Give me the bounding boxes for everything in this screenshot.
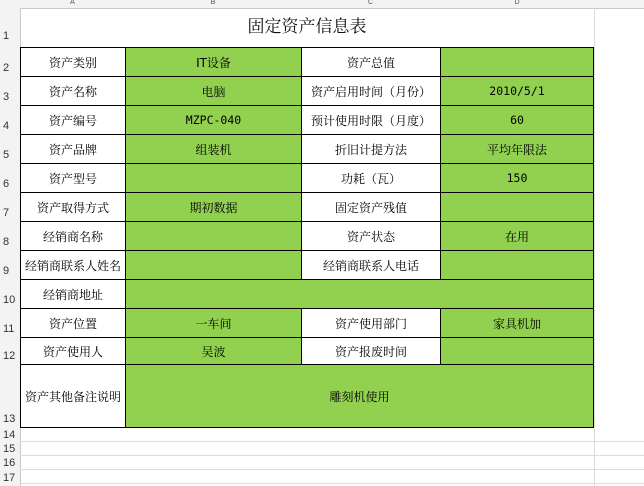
label-cell[interactable]: 经销商地址 — [20, 279, 126, 309]
label-cell[interactable]: 资产其他备注说明 — [20, 364, 126, 428]
row-number[interactable]: 13 — [3, 413, 16, 425]
column-header-a[interactable] — [20, 0, 125, 8]
value-cell[interactable]: 60 — [440, 105, 594, 135]
row-number[interactable]: 9 — [3, 265, 10, 277]
row-number[interactable]: 15 — [3, 443, 16, 455]
label-cell[interactable]: 资产报废时间 — [301, 337, 441, 365]
row-number[interactable]: 11 — [3, 323, 15, 335]
label-cell[interactable]: 资产型号 — [20, 163, 126, 193]
label-cell[interactable]: 折旧计提方法 — [301, 134, 441, 164]
label-cell[interactable]: 资产使用人 — [20, 337, 126, 365]
column-header-c[interactable] — [301, 0, 440, 8]
value-cell-merged[interactable]: 雕刻机使用 — [125, 364, 594, 428]
value-cell[interactable]: 一车间 — [125, 308, 302, 338]
label-cell[interactable]: 资产类别 — [20, 47, 126, 77]
value-cell[interactable]: 期初数据 — [125, 192, 302, 222]
column-label: A — [70, 0, 75, 6]
label-cell[interactable]: 资产总值 — [301, 47, 441, 77]
value-cell[interactable] — [440, 250, 594, 280]
label-cell[interactable]: 资产启用时间（月份） — [301, 76, 441, 106]
label-cell[interactable]: 经销商联系人电话 — [301, 250, 441, 280]
gridline — [20, 441, 644, 442]
label-cell[interactable]: 资产名称 — [20, 76, 126, 106]
value-cell[interactable] — [440, 337, 594, 365]
value-cell[interactable]: MZPC-040 — [125, 105, 302, 135]
value-cell[interactable]: 2010/5/1 — [440, 76, 594, 106]
label-cell[interactable]: 资产使用部门 — [301, 308, 441, 338]
row-number[interactable]: 4 — [3, 120, 10, 132]
row-number[interactable]: 17 — [3, 472, 16, 484]
column-header-d[interactable] — [440, 0, 594, 8]
gridline — [20, 469, 644, 470]
row-number[interactable]: 1 — [3, 30, 10, 42]
value-cell[interactable]: 在用 — [440, 221, 594, 251]
column-label: B — [210, 0, 216, 6]
label-cell[interactable]: 经销商名称 — [20, 221, 126, 251]
label-cell[interactable]: 资产品牌 — [20, 134, 126, 164]
value-cell[interactable]: 平均年限法 — [440, 134, 594, 164]
value-cell[interactable]: 组装机 — [125, 134, 302, 164]
value-cell[interactable] — [125, 250, 302, 280]
value-cell[interactable] — [125, 221, 302, 251]
label-cell[interactable]: 资产取得方式 — [20, 192, 126, 222]
column-label: C — [367, 0, 374, 6]
row-number[interactable]: 6 — [3, 178, 10, 190]
column-header-b[interactable] — [125, 0, 301, 8]
value-cell-merged[interactable] — [125, 279, 594, 309]
value-cell[interactable]: 150 — [440, 163, 594, 193]
value-cell[interactable]: 家具机加 — [440, 308, 594, 338]
value-cell[interactable] — [440, 47, 594, 77]
label-cell[interactable]: 资产位置 — [20, 308, 126, 338]
label-cell[interactable]: 经销商联系人姓名 — [20, 250, 126, 280]
value-cell[interactable]: 电脑 — [125, 76, 302, 106]
row-number[interactable]: 12 — [3, 350, 16, 362]
gridline — [20, 455, 644, 456]
gridline — [20, 483, 644, 484]
row-number[interactable]: 16 — [3, 457, 16, 469]
gridline — [594, 8, 595, 486]
value-cell[interactable]: IT设备 — [125, 47, 302, 77]
row-number[interactable]: 14 — [3, 429, 16, 441]
value-cell[interactable]: 吴波 — [125, 337, 302, 365]
row-number[interactable]: 3 — [3, 91, 10, 103]
row-number[interactable]: 5 — [3, 149, 10, 161]
label-cell[interactable]: 功耗（瓦） — [301, 163, 441, 193]
column-label: D — [514, 0, 520, 6]
label-cell[interactable]: 预计使用时限（月度） — [301, 105, 441, 135]
sheet-title[interactable]: 固定资产信息表 — [247, 17, 367, 37]
label-cell[interactable]: 固定资产残值 — [301, 192, 441, 222]
row-number[interactable]: 7 — [3, 207, 10, 219]
row-number[interactable]: 2 — [3, 62, 10, 74]
row-number[interactable]: 8 — [3, 236, 10, 248]
label-cell[interactable]: 资产状态 — [301, 221, 441, 251]
row-number[interactable]: 10 — [3, 294, 16, 306]
label-cell[interactable]: 资产编号 — [20, 105, 126, 135]
value-cell[interactable] — [125, 163, 302, 193]
value-cell[interactable] — [440, 192, 594, 222]
